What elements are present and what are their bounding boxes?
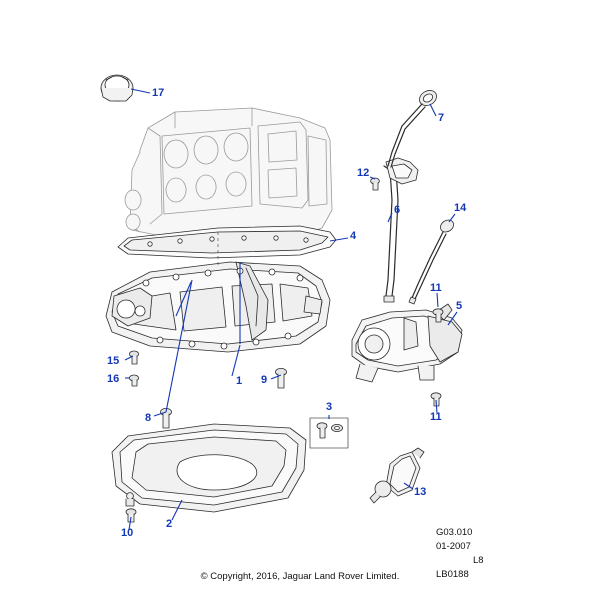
meta-code: G03.010 [436,527,473,538]
callout-11-upper: 11 [430,282,442,294]
meta-reference: LB0188 [436,569,469,580]
callout-9: 9 [261,374,268,386]
callout-1: 1 [236,375,243,387]
copyright-notice: © Copyright, 2016, Jaguar Land Rover Limited. [200,571,400,582]
callout-12: 12 [357,167,370,179]
callout-13: 13 [414,486,427,498]
callout-4: 4 [350,230,357,242]
callout-15: 15 [107,355,120,367]
callout-7: 7 [438,112,445,124]
callout-14: 14 [454,202,467,214]
meta-date: 01-2007 [436,541,471,552]
callout-3: 3 [326,401,333,413]
callout-5: 5 [456,300,463,312]
callout-17: 17 [152,87,165,99]
callout-11-lower: 11 [430,411,442,423]
callout-10: 10 [121,527,134,539]
meta-model: L8 [473,555,484,566]
callout-2: 2 [166,518,173,530]
callout-6: 6 [394,204,401,216]
callout-16: 16 [107,373,120,385]
callout-8: 8 [145,412,152,424]
